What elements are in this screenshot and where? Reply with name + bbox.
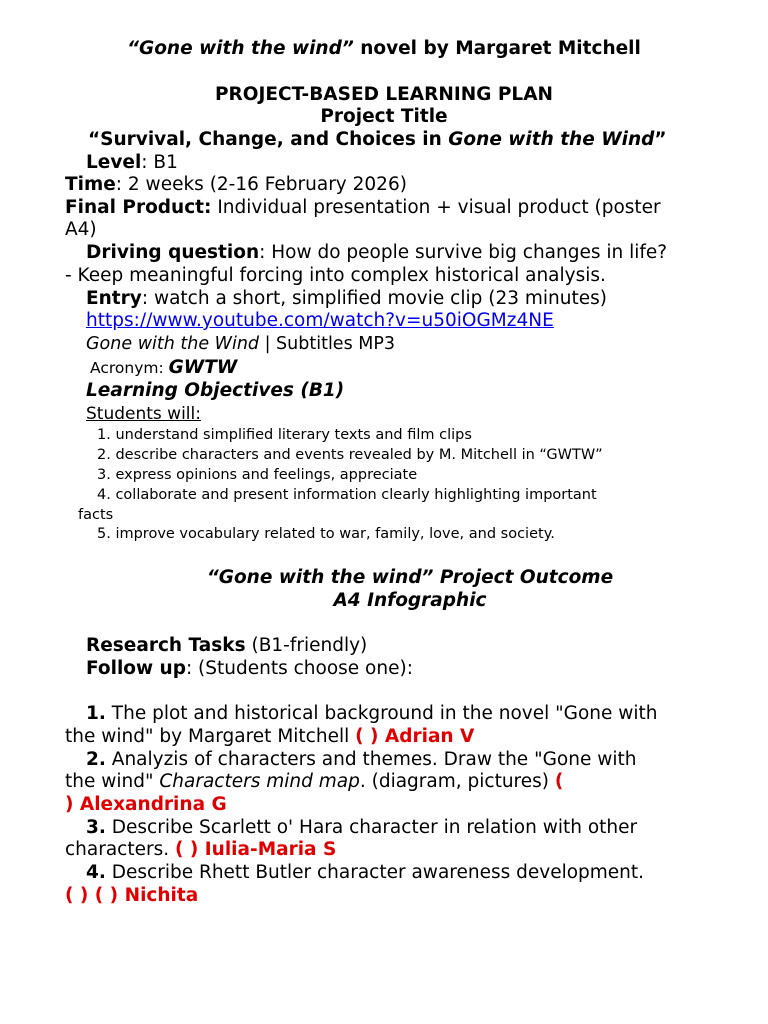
book-title-suffix: novel by Margaret Mitchell [353,38,641,59]
objective-item: 3. express opinions and feelings, appreciate [97,467,418,483]
book-title: “Gone with the wind” [127,38,354,59]
follow-up-line: Follow up: (Students choose one): [86,658,413,679]
video-link[interactable]: https://www.youtube.com/watch?v=u50iOGMz4NE [86,310,554,331]
objective-item-cont: facts [78,507,114,523]
level-line: Level: B1 [86,152,178,173]
plan-heading: PROJECT-BASED LEARNING PLAN [215,84,553,105]
task-1-cont: the wind" by Margaret Mitchell ( ) Adrian V [65,726,475,747]
task-3: 3. Describe Scarlett o' Hara character in relation with other [86,817,638,838]
book-title-line [0,38,768,60]
time-line: Time: 2 weeks (2-16 February 2026) [65,174,407,195]
task-2-student: ) Alexandrina G [65,794,227,815]
research-tasks-line: Research Tasks (B1-friendly) [86,635,368,656]
task-3-student: ( ) Iulia-Maria S [175,839,337,860]
project-title-label: Project Title [320,106,448,127]
task-1-student: ( ) Adrian V [355,726,475,747]
task-2-cont: the wind" Characters mind map. (diagram, pictures) ( [65,771,564,792]
acronym-line: Acronym: GWTW [90,357,238,378]
objective-item: 1. understand simplified literary texts and film clips [97,427,472,443]
final-product-cont: A4) [65,219,97,240]
task-2: 2. Analyzis of characters and themes. Draw the "Gone with [86,749,637,770]
task-1: 1. The plot and historical background in the novel "Gone with [86,703,658,724]
objective-item: 4. collaborate and present information clearly highlighting important [97,487,597,503]
objectives-heading: Learning Objectives (B1) [86,380,345,401]
objective-item: 2. describe characters and events revealed by M. Mitchell in “GWTW” [97,447,603,463]
objectives-intro: Students will: [86,404,201,424]
final-product-line: Final Product: Individual presentation + visual product (poster [65,197,661,218]
task-4: 4. Describe Rhett Butler character awareness development. [86,862,645,883]
outcome-title: “Gone with the wind” Project Outcome [206,567,614,588]
acronym-value: GWTW [168,357,238,378]
project-title: “Survival, Change, and Choices in Gone with the Wind” [88,129,667,150]
entry-line: Entry: watch a short, simplified movie clip (23 minutes) [86,288,607,309]
video-title-line: Gone with the Wind | Subtitles MP3 [86,334,396,354]
task-3-cont: characters. ( ) Iulia-Maria S [65,839,337,860]
objective-item: 5. improve vocabulary related to war, family, love, and society. [97,526,555,542]
driving-question-line: Driving question: How do people survive big changes in life? [86,242,668,263]
task-4-student: ( ) ( ) Nichita [65,885,199,906]
outcome-subtitle: A4 Infographic [333,590,487,611]
driving-question-cont: - Keep meaningful forcing into complex historical analysis. [65,265,606,286]
